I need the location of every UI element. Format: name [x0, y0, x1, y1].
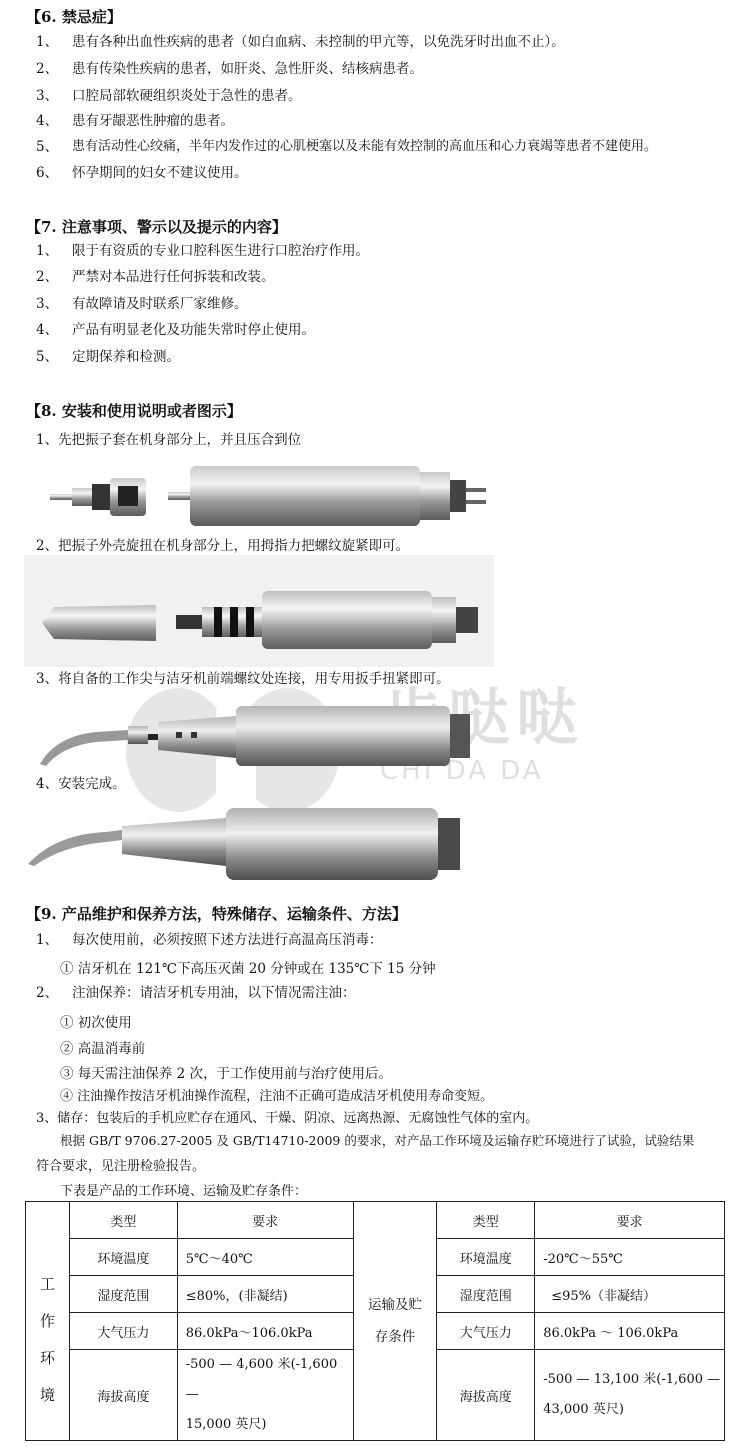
- transport-label-line-1: 运输及贮: [367, 1297, 422, 1313]
- cell-type: 环境温度: [437, 1239, 535, 1276]
- altitude-line-2: 43,000 英尺): [543, 1402, 624, 1417]
- cell-type: 海拔高度: [69, 1350, 177, 1441]
- header-req: 要求: [535, 1202, 725, 1239]
- item-text: 口腔局部软硬组织炎处于急性的患者。: [72, 88, 302, 104]
- table-intro: 下表是产品的工作环境、运输及贮存条件：: [60, 1184, 308, 1199]
- cell-type: 大气压力: [69, 1313, 177, 1350]
- cell-type: 海拔高度: [437, 1350, 535, 1441]
- item-number: 2、: [36, 985, 59, 1001]
- environment-table: [25, 1201, 725, 1441]
- install-step-3: 3、将自备的工作尖与洁牙机前端螺纹处连接，用专用扳手扭紧即可。: [36, 671, 450, 687]
- item-text: 患有牙龈恶性肿瘤的患者。: [72, 113, 234, 129]
- cell-req: -20℃～55℃: [535, 1239, 725, 1276]
- work-label-char: 工: [39, 1274, 55, 1293]
- cell-type: 环境温度: [69, 1239, 177, 1276]
- item-text: 严禁对本品进行任何拆装和改装。: [72, 269, 275, 285]
- item-number: 2、: [36, 269, 59, 285]
- item-text: 每次使用前，必须按照下述方法进行高温高压消毒：: [72, 932, 383, 948]
- work-label-char: 境: [39, 1385, 55, 1404]
- handpiece-photo-step-4: [26, 796, 476, 892]
- header-type: 类型: [437, 1202, 535, 1239]
- table-header-row: [26, 1202, 725, 1239]
- altitude-line-1: -500 — 4,600 米(-1,600 —: [185, 1357, 338, 1402]
- install-step-1: 1、先把振子套在机身部分上，并且压合到位: [36, 432, 302, 448]
- altitude-line-2: 15,000 英尺): [185, 1417, 267, 1432]
- install-step-2: 2、把振子外壳旋扭在机身部分上，用拇指力把螺纹旋紧即可。: [36, 538, 410, 554]
- cell-req: 86.0kPa～106.0kPa: [177, 1313, 353, 1350]
- item-text: 怀孕期间的妇女不建议使用。: [72, 165, 248, 181]
- cell-req: 5℃～40℃: [177, 1239, 353, 1276]
- cell-type: 湿度范围: [69, 1276, 177, 1313]
- item-text: 注油保养：请洁牙机专用油，以下情况需注油：: [72, 985, 356, 1001]
- install-step-4: 4、安装完成。: [36, 776, 126, 792]
- item-text: 患有传染性疾病的患者，如肝炎、急性肝炎、结核病患者。: [72, 61, 423, 77]
- item-number: 3、: [36, 296, 59, 312]
- section6-title: 【6. 禁忌症】: [26, 8, 122, 26]
- watermark-en: CHI DA DA: [380, 756, 544, 786]
- cell-req: [535, 1350, 725, 1441]
- header-type: 类型: [69, 1202, 177, 1239]
- item-text: 患有各种出血性疾病的患者（如白血病、未控制的甲亢等，以免洗牙时出血不止）。: [72, 34, 565, 50]
- item-text: 产品有明显老化及功能失常时停止使用。: [72, 322, 315, 338]
- section8-title: 【8. 安装和使用说明或者图示】: [26, 402, 242, 420]
- section9-title: 【9. 产品维护和保养方法，特殊储存、运输条件、方法】: [26, 905, 407, 923]
- item-number: 5、: [36, 349, 59, 365]
- work-label-char: 环: [39, 1348, 55, 1367]
- altitude-line-1: -500 — 13,100 米(-1,600 —: [543, 1372, 721, 1387]
- cell-req: ≤95%（非凝结）: [535, 1276, 725, 1313]
- standard-text-line-2: 符合要求，见注册检验报告。: [36, 1159, 206, 1174]
- oil-note-2: ② 高温消毒前: [60, 1041, 146, 1057]
- item-text: 定期保养和检测。: [72, 349, 180, 365]
- item-number: 2、: [36, 61, 59, 77]
- storage-text: 3、储存：包装后的手机应贮存在通风、干燥、阴凉、远离热源、无腐蚀性气体的室内。: [36, 1111, 539, 1126]
- item-number: 6、: [36, 165, 59, 181]
- handpiece-photo-step-3: [36, 692, 486, 770]
- work-label-char: 作: [39, 1311, 55, 1330]
- handpiece-photo-step-1: [40, 450, 500, 530]
- sterilization-note: ① 洁牙机在 121℃下高压灭菌 20 分钟或在 135℃下 15 分钟: [60, 961, 436, 977]
- oil-note-1: ① 初次使用: [60, 1015, 132, 1031]
- item-number: 4、: [36, 322, 59, 338]
- oil-note-4: ④ 注油操作按洁牙机油操作流程，注油不正确可造成洁牙机使用寿命变短。: [60, 1089, 494, 1104]
- item-number: 4、: [36, 113, 59, 129]
- item-number: 3、: [36, 88, 59, 104]
- oil-note-3: ③ 每天需注油保养 2 次，于工作使用前与治疗使用后。: [60, 1066, 392, 1082]
- cell-req: 86.0kPa ～ 106.0kPa: [535, 1313, 725, 1350]
- handpiece-photo-step-2: [24, 555, 494, 667]
- transport-env-label: [353, 1202, 437, 1441]
- item-text: 限于有资质的专业口腔科医生进行口腔治疗作用。: [72, 243, 369, 259]
- watermark-cn: 齿哒哒: [380, 681, 585, 754]
- item-number: 1、: [36, 243, 59, 259]
- standard-text-line-1: 根据 GB/T 9706.27-2005 及 GB/T14710-2009 的要求，对产品工作环境及运输存贮环境进行了试验，试验结果: [60, 1133, 695, 1148]
- cell-req: ≤80%，(非凝结): [177, 1276, 353, 1313]
- item-number: 1、: [36, 34, 59, 50]
- cell-type: 大气压力: [437, 1313, 535, 1350]
- work-env-label: [26, 1202, 70, 1441]
- header-req: 要求: [177, 1202, 353, 1239]
- transport-label-line-2: 存条件: [374, 1329, 416, 1345]
- cell-req: [177, 1350, 353, 1441]
- cell-type: 湿度范围: [437, 1276, 535, 1313]
- section7-title: 【7. 注意事项、警示以及提示的内容】: [26, 218, 287, 236]
- item-text: 有故障请及时联系厂家维修。: [72, 296, 248, 312]
- item-number: 5、: [36, 139, 59, 155]
- item-text: 患有活动性心绞痛，半年内发作过的心肌梗塞以及未能有效控制的高血压和心力衰竭等患者不建使用。: [72, 139, 658, 154]
- item-number: 1、: [36, 932, 59, 948]
